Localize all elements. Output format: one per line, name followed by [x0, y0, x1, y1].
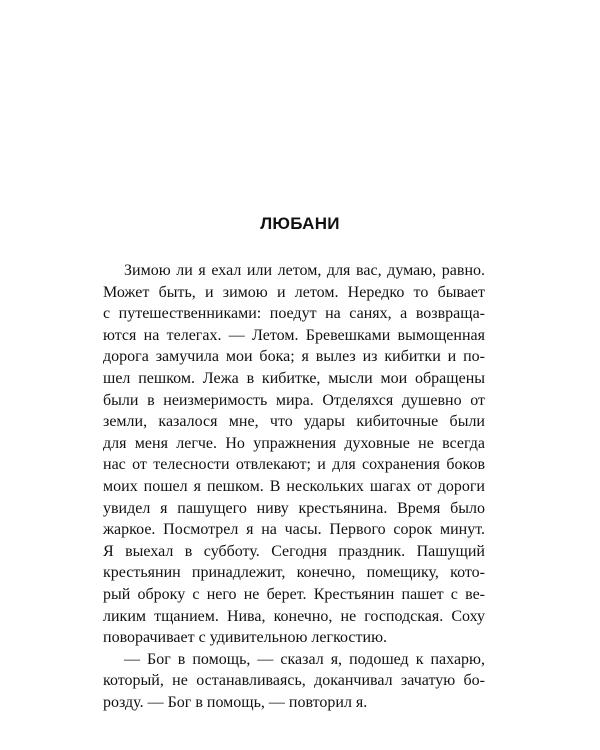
- text-line: крестьянин принадлежит, конечно, помещику, кото-: [103, 564, 485, 582]
- text-line: шел пешком. Лежа в кибитке, мысли мои обращены: [103, 369, 485, 387]
- text-line: увидел я пашущего ниву крестьянина. Время было: [103, 499, 485, 517]
- text-line: дорога замучила мои бока; я вылез из кибитки и по-: [103, 348, 485, 366]
- text-line: нас от телесности отвлекают; и для сохранения боков: [103, 456, 485, 474]
- chapter-body: [103, 260, 485, 713]
- chapter-title: ЛЮБАНИ: [260, 214, 340, 233]
- text-line: жаркое. Посмотрел я на часы. Первого сорок минут.: [103, 521, 485, 539]
- text-line: для меня легче. Но упражнения духовные не всегда: [103, 434, 485, 452]
- text-line: рый оброку с него не берет. Крестьянин пашет с ве-: [103, 585, 485, 603]
- text-line: розду. — Бог в помощь, — повторил я.: [103, 693, 368, 711]
- text-line: были в неизмеримость мира. Отделяхся душевно от: [103, 391, 485, 409]
- text-line: Я выехал в субботу. Сегодня праздник. Пашущий: [103, 542, 485, 560]
- text-line: ликим тщанием. Нива, конечно, не господская. Соху: [103, 607, 485, 625]
- text-line: Зимою ли я ехал или летом, для вас, думаю, равно.: [124, 262, 485, 279]
- text-line: ются на телегах. — Летом. Бревешками вымощенная: [103, 326, 485, 344]
- text-line: земли, казалося мне, что удары кибиточные были: [103, 413, 485, 431]
- text-line: моих пошел я пешком. В нескольких шагах от дороги: [103, 477, 485, 495]
- text-line: который, не останавливаясь, доканчивал зачатую бо-: [103, 672, 485, 690]
- text-line: с путешественниками: поедут на санях, а возвраща-: [103, 305, 485, 323]
- text-line: поворачивает с удивительною легкостию.: [103, 629, 388, 647]
- text-line: Может быть, и зимою и летом. Нередко то бывает: [103, 283, 485, 301]
- text-line: — Бог в помощь, — сказал я, подошед к пахарю,: [124, 650, 485, 668]
